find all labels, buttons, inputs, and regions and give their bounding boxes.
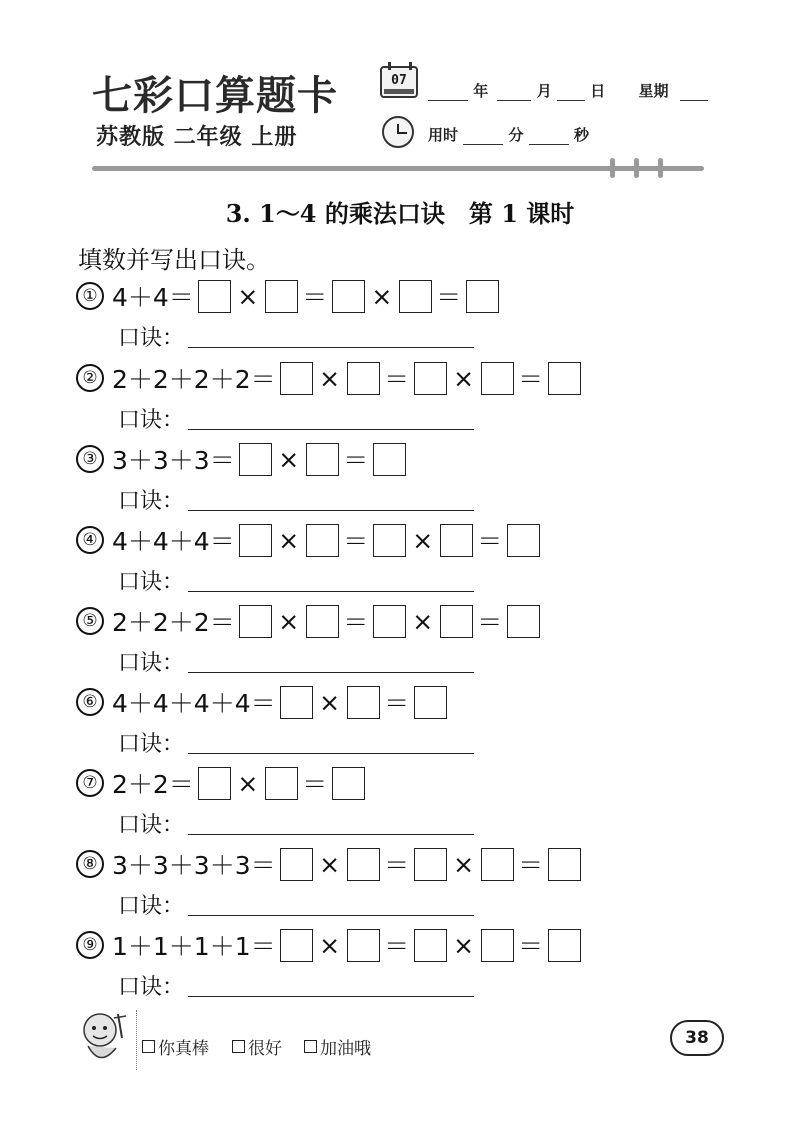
problem-number: ② — [76, 364, 104, 392]
equals-sign: ＝ — [302, 770, 328, 799]
problem-row — [76, 765, 367, 801]
answer-box[interactable] — [265, 280, 298, 313]
equals-sign: ＝ — [518, 851, 544, 880]
answer-box[interactable] — [507, 605, 540, 638]
weekday-label: 星期 — [638, 82, 669, 100]
answer-box[interactable] — [306, 443, 339, 476]
month-label: 月 — [536, 82, 552, 100]
koujue-input-line[interactable] — [188, 590, 474, 592]
koujue-label: 口诀： — [118, 408, 185, 433]
equals-sign: ＝ — [343, 446, 369, 475]
answer-box[interactable] — [306, 605, 339, 638]
second-label: 秒 — [573, 126, 589, 144]
problem-row — [76, 278, 501, 314]
answer-box[interactable] — [198, 767, 231, 800]
month-blank[interactable] — [497, 86, 531, 101]
rating-checkbox[interactable] — [142, 1040, 155, 1053]
problem-expression: 3＋3＋3＋3＝ — [112, 851, 276, 880]
problem-number: ⑤ — [76, 607, 104, 635]
times-sign: × — [278, 444, 300, 474]
calendar-number: 07 — [391, 73, 407, 88]
rating-label: 加油哦 — [320, 1039, 371, 1059]
problem-row — [76, 360, 583, 396]
answer-box[interactable] — [481, 362, 514, 395]
problem-row — [76, 522, 542, 558]
rating-try-harder[interactable] — [304, 1034, 371, 1059]
answer-box[interactable] — [414, 686, 447, 719]
rule-knob — [658, 158, 663, 178]
equals-sign: ＝ — [477, 527, 503, 556]
answer-box[interactable] — [481, 929, 514, 962]
answer-box[interactable] — [548, 929, 581, 962]
koujue-input-line[interactable] — [188, 428, 474, 430]
koujue-row — [118, 647, 474, 677]
time-row — [428, 124, 589, 145]
koujue-label: 口诀： — [118, 813, 185, 838]
answer-box[interactable] — [280, 929, 313, 962]
answer-box[interactable] — [347, 362, 380, 395]
answer-box[interactable] — [239, 605, 272, 638]
answer-box[interactable] — [280, 686, 313, 719]
day-label: 日 — [590, 82, 606, 100]
problem-expression: 4＋4＋4＝ — [112, 527, 235, 556]
koujue-row — [118, 971, 474, 1001]
koujue-row — [118, 728, 474, 758]
rating-good[interactable] — [232, 1034, 282, 1059]
problem-expression: 2＋2＋2＋2＝ — [112, 365, 276, 394]
answer-box[interactable] — [332, 767, 365, 800]
mascot-icon — [74, 1008, 134, 1070]
times-sign: × — [412, 525, 434, 555]
times-sign: × — [319, 363, 341, 393]
answer-box[interactable] — [440, 605, 473, 638]
answer-box[interactable] — [347, 686, 380, 719]
koujue-row — [118, 566, 474, 596]
answer-box[interactable] — [466, 280, 499, 313]
problem-row — [76, 684, 449, 720]
page-number: 38 — [670, 1020, 724, 1056]
problem-expression: 4＋4＝ — [112, 283, 194, 312]
times-sign: × — [278, 606, 300, 636]
times-sign: × — [453, 363, 475, 393]
equals-sign: ＝ — [518, 932, 544, 961]
instruction: 填数并写出口诀。 — [78, 246, 270, 274]
lesson-title: 3. 1～4 的乘法口诀 第 1 课时 — [225, 199, 575, 228]
times-sign: × — [371, 281, 393, 311]
times-sign: × — [412, 606, 434, 636]
answer-box[interactable] — [347, 929, 380, 962]
clock-icon — [382, 116, 414, 148]
equals-sign: ＝ — [302, 283, 328, 312]
koujue-label: 口诀： — [118, 326, 185, 351]
equals-sign: ＝ — [518, 365, 544, 394]
answer-box[interactable] — [399, 280, 432, 313]
year-label: 年 — [473, 82, 489, 100]
answer-box[interactable] — [373, 605, 406, 638]
answer-box[interactable] — [280, 362, 313, 395]
problem-number: ⑧ — [76, 850, 104, 878]
koujue-row — [118, 485, 474, 515]
koujue-label: 口诀： — [118, 651, 185, 676]
problem-number: ③ — [76, 445, 104, 473]
answer-box[interactable] — [239, 524, 272, 557]
answer-box[interactable] — [548, 362, 581, 395]
problem-expression: 2＋2＋2＝ — [112, 608, 235, 637]
answer-box[interactable] — [414, 929, 447, 962]
problem-expression: 3＋3＋3＝ — [112, 446, 235, 475]
answer-box[interactable] — [507, 524, 540, 557]
koujue-input-line[interactable] — [188, 346, 474, 348]
rating-checkbox[interactable] — [304, 1040, 317, 1053]
answer-box[interactable] — [373, 524, 406, 557]
koujue-label: 口诀： — [118, 894, 185, 919]
rating-great[interactable] — [142, 1034, 209, 1059]
equals-sign: ＝ — [477, 608, 503, 637]
koujue-input-line[interactable] — [188, 671, 474, 673]
answer-box[interactable] — [548, 848, 581, 881]
koujue-input-line[interactable] — [188, 995, 474, 997]
answer-box[interactable] — [440, 524, 473, 557]
brand-title: 七彩口算题卡 — [92, 72, 338, 119]
equals-sign: ＝ — [436, 283, 462, 312]
problem-expression: 1＋1＋1＋1＝ — [112, 932, 276, 961]
answer-box[interactable] — [414, 362, 447, 395]
year-blank[interactable] — [428, 86, 468, 101]
answer-box[interactable] — [414, 848, 447, 881]
times-sign: × — [237, 768, 259, 798]
edition-label: 苏教版 二年级 上册 — [96, 125, 298, 150]
koujue-row — [118, 404, 474, 434]
times-sign: × — [319, 687, 341, 717]
answer-box[interactable] — [332, 280, 365, 313]
problem-expression: 4＋4＋4＋4＝ — [112, 689, 276, 718]
times-sign: × — [453, 849, 475, 879]
rating-label: 很好 — [248, 1039, 282, 1059]
rule-knob — [610, 158, 615, 178]
equals-sign: ＝ — [384, 689, 410, 718]
calendar-icon — [380, 66, 418, 98]
time-used-label: 用时 — [428, 126, 459, 144]
weekday-blank[interactable] — [680, 86, 708, 101]
problem-row — [76, 441, 408, 477]
times-sign: × — [453, 930, 475, 960]
rule-knob — [634, 158, 639, 178]
answer-box[interactable] — [306, 524, 339, 557]
koujue-label: 口诀： — [118, 489, 185, 514]
koujue-row — [118, 890, 474, 920]
problem-expression: 2＋2＝ — [112, 770, 194, 799]
seconds-blank[interactable] — [529, 130, 569, 145]
times-sign: × — [237, 281, 259, 311]
times-sign: × — [319, 849, 341, 879]
koujue-input-line[interactable] — [188, 914, 474, 916]
footer-divider — [136, 1010, 138, 1070]
equals-sign: ＝ — [384, 851, 410, 880]
koujue-input-line[interactable] — [188, 509, 474, 511]
equals-sign: ＝ — [343, 608, 369, 637]
answer-box[interactable] — [347, 848, 380, 881]
answer-box[interactable] — [373, 443, 406, 476]
answer-box[interactable] — [280, 848, 313, 881]
equals-sign: ＝ — [343, 527, 369, 556]
day-blank[interactable] — [557, 86, 585, 101]
minute-label: 分 — [508, 126, 524, 144]
problem-number: ④ — [76, 526, 104, 554]
koujue-input-line[interactable] — [188, 833, 474, 835]
rating-label: 你真棒 — [158, 1039, 209, 1059]
answer-box[interactable] — [239, 443, 272, 476]
minutes-blank[interactable] — [463, 130, 503, 145]
problem-number: ⑨ — [76, 931, 104, 959]
equals-sign: ＝ — [384, 932, 410, 961]
koujue-label: 口诀： — [118, 732, 185, 757]
problem-row — [76, 846, 583, 882]
problem-number: ① — [76, 282, 104, 310]
problem-number: ⑥ — [76, 688, 104, 716]
date-row — [428, 80, 708, 101]
koujue-label: 口诀： — [118, 975, 185, 1000]
answer-box[interactable] — [198, 280, 231, 313]
koujue-input-line[interactable] — [188, 752, 474, 754]
times-sign: × — [319, 930, 341, 960]
rating-checkbox[interactable] — [232, 1040, 245, 1053]
times-sign: × — [278, 525, 300, 555]
problem-row — [76, 603, 542, 639]
problem-number: ⑦ — [76, 769, 104, 797]
koujue-row — [118, 322, 474, 352]
problem-row — [76, 927, 583, 963]
answer-box[interactable] — [265, 767, 298, 800]
answer-box[interactable] — [481, 848, 514, 881]
koujue-label: 口诀： — [118, 570, 185, 595]
equals-sign: ＝ — [384, 365, 410, 394]
koujue-row — [118, 809, 474, 839]
